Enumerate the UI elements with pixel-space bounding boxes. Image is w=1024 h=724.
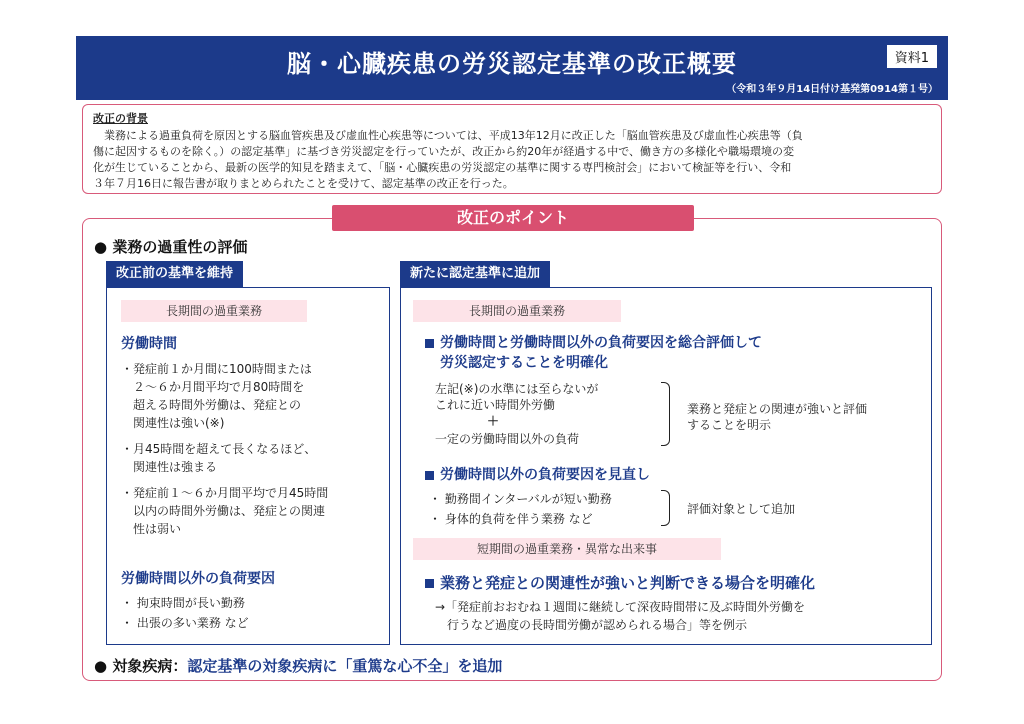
right-long-term-label: 長期間の過重業務 bbox=[413, 300, 621, 322]
comprehensive-evaluation-heading: 労働時間と労働時間以外の負荷要因を総合評価して bbox=[425, 332, 762, 352]
criteria-line: 以内の時間外労働は、発症との関連 bbox=[121, 504, 326, 518]
right-panel-tab: 新たに認定基準に追加 bbox=[400, 261, 550, 287]
overwork-evaluation-heading bbox=[94, 236, 247, 257]
overwork-evaluation-label: 業務の過重性の評価 bbox=[112, 238, 248, 256]
target-disease-prefix: 対象疾病： bbox=[112, 657, 188, 675]
revision-points-banner: 改正のポイント bbox=[332, 205, 694, 231]
notice-reference: （令和３年９月14日付け基発第0914第１号） bbox=[726, 84, 938, 95]
working-hours-heading: 労働時間 bbox=[121, 336, 177, 352]
background-title: 改正の背景 bbox=[93, 112, 148, 125]
condition-text: 一定の労働時間以外の負荷 bbox=[435, 432, 580, 446]
background-line: 化が生じていることから、最新の医学的知見を踏まえて、「脳・心臓疾患の労災認定の基準に関する専門検討会」において検証等を行い、令和 bbox=[93, 161, 792, 174]
added-factor-item: ・ 身体的負荷を伴う業務 など bbox=[429, 512, 593, 526]
square-bullet-icon bbox=[425, 339, 434, 348]
brace-icon bbox=[661, 490, 670, 526]
condition-text: 左記(※)の水準には至らないが bbox=[435, 382, 599, 396]
criteria-line: ・発症前１～６か月間平均で月45時間 bbox=[121, 486, 329, 500]
result-text: することを明示 bbox=[687, 418, 772, 432]
bullet-icon: ● bbox=[94, 657, 108, 675]
background-line: ３年７月16日に報告書が取りまとめられたことを受けて、認定基準の改正を行った。 bbox=[93, 177, 514, 190]
result-text: 評価対象として追加 bbox=[687, 502, 796, 516]
load-factor-item: ・ 拘束時間が長い勤務 bbox=[121, 596, 245, 610]
criteria-line: 性は弱い bbox=[121, 522, 182, 536]
example-text: →「発症前おおむね１週間に継続して深夜時間帯に及ぶ時間外労働を bbox=[435, 600, 806, 614]
load-factor-review-heading: 労働時間以外の負荷要因を見直し bbox=[425, 464, 650, 484]
square-bullet-icon bbox=[425, 471, 434, 480]
bullet-icon: ● bbox=[94, 238, 108, 256]
other-load-factors-heading: 労働時間以外の負荷要因 bbox=[121, 571, 275, 587]
load-factor-item: ・ 出張の多い業務 など bbox=[121, 616, 249, 630]
plus-sign: ＋ bbox=[487, 414, 500, 428]
background-section bbox=[82, 104, 942, 194]
document-title: 脳・心臓疾患の労災認定基準の改正概要 bbox=[287, 50, 737, 78]
background-line: 業務による過重負荷を原因とする脳血管疾患及び虚血性心疾患等については、平成13年12月に改正した「脳血管疾患及び虚血性心疾患等（負 bbox=[93, 129, 803, 142]
brace-icon bbox=[661, 382, 670, 446]
example-text: 行うなど過度の長時間労働が認められる場合」等を例示 bbox=[435, 618, 748, 632]
background-line: 傷に起因するものを除く。）の認定基準」に基づき労災認定を行っていたが、改正から約20年が経過する中で、働き方の多様化や職場環境の変 bbox=[93, 145, 795, 158]
left-long-term-label: 長期間の過重業務 bbox=[121, 300, 307, 322]
square-bullet-icon bbox=[425, 579, 434, 588]
condition-text: これに近い時間外労働 bbox=[435, 398, 556, 412]
target-disease-body: 認定基準の対象疾病に「重篤な心不全」を追加 bbox=[187, 657, 503, 675]
comprehensive-evaluation-heading-2: 労災認定することを明確化 bbox=[440, 355, 608, 371]
criteria-line: ・発症前１か月間に100時間または bbox=[121, 362, 312, 376]
document-badge: 資料1 bbox=[886, 44, 938, 69]
right-panel bbox=[400, 287, 932, 645]
criteria-line: ２～６か月間平均で月80時間を bbox=[121, 380, 305, 394]
criteria-line: 超える時間外労働は、発症との bbox=[121, 398, 302, 412]
criteria-line: ・月45時間を超えて長くなるほど、 bbox=[121, 442, 317, 456]
criteria-line: 関連性は強い(※) bbox=[121, 416, 225, 430]
added-factor-item: ・ 勤務間インターバルが短い勤務 bbox=[429, 492, 612, 506]
left-panel-tab: 改正前の基準を維持 bbox=[106, 261, 243, 287]
target-disease-heading bbox=[94, 655, 502, 676]
result-text: 業務と発症との関連が強いと評価 bbox=[687, 402, 868, 416]
relevance-clarification-heading: 業務と発症との関連性が強いと判断できる場合を明確化 bbox=[425, 572, 815, 593]
criteria-line: 関連性は強まる bbox=[121, 460, 218, 474]
short-term-label: 短期間の過重業務・異常な出来事 bbox=[413, 538, 721, 560]
left-panel bbox=[106, 287, 390, 645]
document-header bbox=[76, 36, 948, 100]
